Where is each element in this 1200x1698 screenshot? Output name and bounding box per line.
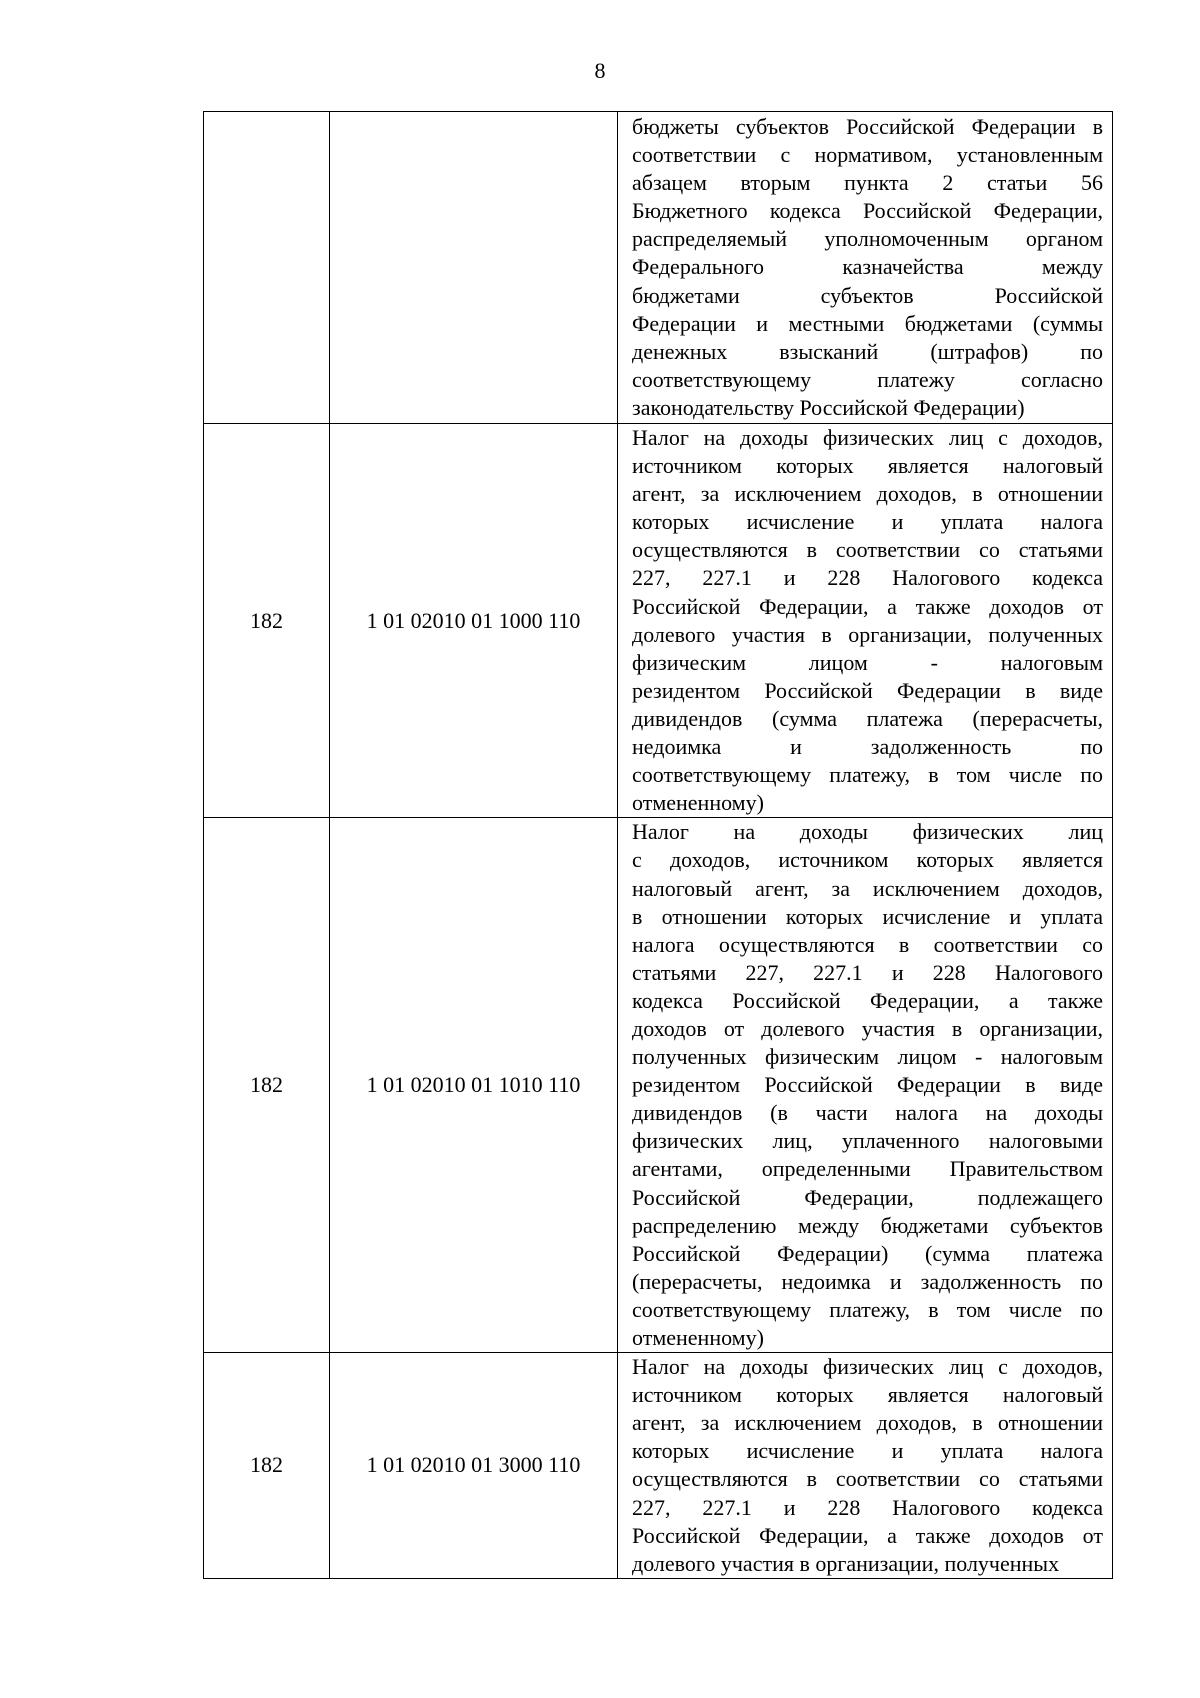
- description-line: физических лиц, уплаченного налоговыми: [632, 1128, 1103, 1154]
- description-line: резидентом Российской Федерации в виде: [632, 1072, 1103, 1098]
- description-line: физическим лицом - налоговым: [632, 649, 1103, 675]
- description-line: Российской Федерации) (сумма платежа: [632, 1240, 1103, 1266]
- description-cell: [618, 112, 1113, 424]
- description-line: дивидендов (в части налога на доходы: [632, 1100, 1103, 1126]
- description-line: долевого участия в организации, полученных: [632, 1550, 1060, 1576]
- description-line: недоимка и задолженность по: [632, 734, 1103, 760]
- description-line: которых исчисление и уплата налога: [632, 1438, 1103, 1464]
- description-line: 227, 227.1 и 228 Налогового кодекса: [632, 1494, 1103, 1520]
- table-row: [204, 424, 1113, 818]
- description-line: налоговый агент, за исключением доходов,: [632, 875, 1103, 901]
- admin-code-cell: 182: [204, 818, 330, 1353]
- description-line: статьями 227, 227.1 и 228 Налогового: [632, 959, 1103, 985]
- description-line: Налог на доходы физических лиц с доходов,: [632, 425, 1103, 450]
- description-line: источником которых является налоговый: [632, 453, 1103, 479]
- description-line: соответствующему платежу, в том числе по: [632, 1296, 1103, 1322]
- description-line: (перерасчеты, недоимка и задолженность по: [632, 1268, 1103, 1294]
- description-line: агент, за исключением доходов, в отношении: [632, 481, 1103, 507]
- description-line: кодекса Российской Федерации, а также: [632, 987, 1103, 1013]
- description-line: Налог на доходы физических лиц: [632, 819, 1103, 845]
- page-number: 8: [594, 58, 606, 83]
- admin-code-cell: 182: [204, 424, 330, 818]
- description-line: денежных взысканий (штрафов) по: [632, 338, 1103, 364]
- description-line: в отношении которых исчисление и уплата: [632, 903, 1103, 929]
- admin-code-cell: 182: [204, 1353, 330, 1579]
- description-line: резидентом Российской Федерации в виде: [632, 677, 1103, 703]
- description-cell: [618, 1353, 1113, 1579]
- description-line: соответствующему платежу, в том числе по: [632, 762, 1103, 788]
- budget-code-cell: [330, 112, 618, 424]
- description-line: осуществляются в соответствии со статьями: [632, 537, 1103, 563]
- description-line: с доходов, источником которых является: [632, 847, 1103, 873]
- description-line: абзацем вторым пункта 2 статьи 56: [632, 170, 1103, 196]
- description-line: 227, 227.1 и 228 Налогового кодекса: [632, 565, 1103, 591]
- description-line: дивидендов (сумма платежа (перерасчеты,: [632, 705, 1103, 731]
- description-line: которых исчисление и уплата налога: [632, 509, 1103, 535]
- budget-code-cell: 1 01 02010 01 3000 110: [330, 1353, 618, 1579]
- description-line: Российской Федерации, а также доходов от: [632, 593, 1103, 619]
- description-line: налога осуществляются в соответствии со: [632, 931, 1103, 957]
- description-line: соответствии с нормативом, установленным: [632, 142, 1103, 168]
- description-line: Федерального казначейства между: [632, 254, 1103, 280]
- description-line: источником которых является налоговый: [632, 1382, 1103, 1408]
- description-line: отмененному): [632, 790, 764, 816]
- table-body: [204, 112, 1113, 1579]
- description-line: долевого участия в организации, полученных: [632, 621, 1103, 647]
- description-line: законодательству Российской Федерации): [632, 394, 1025, 420]
- description-line: агентами, определенными Правительством: [632, 1156, 1103, 1182]
- admin-code-cell: [204, 112, 330, 424]
- description-line: распределению между бюджетами субъектов: [632, 1212, 1103, 1238]
- description-cell: [618, 424, 1113, 818]
- description-line: Бюджетного кодекса Российской Федерации,: [632, 198, 1103, 224]
- description-line: полученных физическим лицом - налоговым: [632, 1044, 1103, 1070]
- description-line: Российской Федерации, а также доходов от: [632, 1522, 1103, 1548]
- table-row: [204, 818, 1113, 1353]
- budget-code-cell: 1 01 02010 01 1010 110: [330, 818, 618, 1353]
- description-line: бюджеты субъектов Российской Федерации в: [632, 113, 1103, 139]
- table-row: [204, 1353, 1113, 1579]
- description-line: отмененному): [632, 1325, 764, 1350]
- description-cell: [618, 818, 1113, 1353]
- description-line: осуществляются в соответствии со статьями: [632, 1466, 1103, 1492]
- description-line: соответствующему платежу согласно: [632, 366, 1103, 392]
- description-line: доходов от долевого участия в организации,: [632, 1015, 1103, 1041]
- description-line: Налог на доходы физических лиц с доходов,: [632, 1354, 1103, 1380]
- description-line: Федерации и местными бюджетами (суммы: [632, 310, 1103, 336]
- table-row: [204, 112, 1113, 424]
- description-line: агент, за исключением доходов, в отношении: [632, 1410, 1103, 1436]
- description-line: распределяемый уполномоченным органом: [632, 226, 1103, 252]
- revenue-codes-table: [203, 111, 1113, 1579]
- description-line: Российской Федерации, подлежащего: [632, 1184, 1103, 1210]
- description-line: бюджетами субъектов Российской: [632, 282, 1103, 308]
- budget-code-cell: 1 01 02010 01 1000 110: [330, 424, 618, 818]
